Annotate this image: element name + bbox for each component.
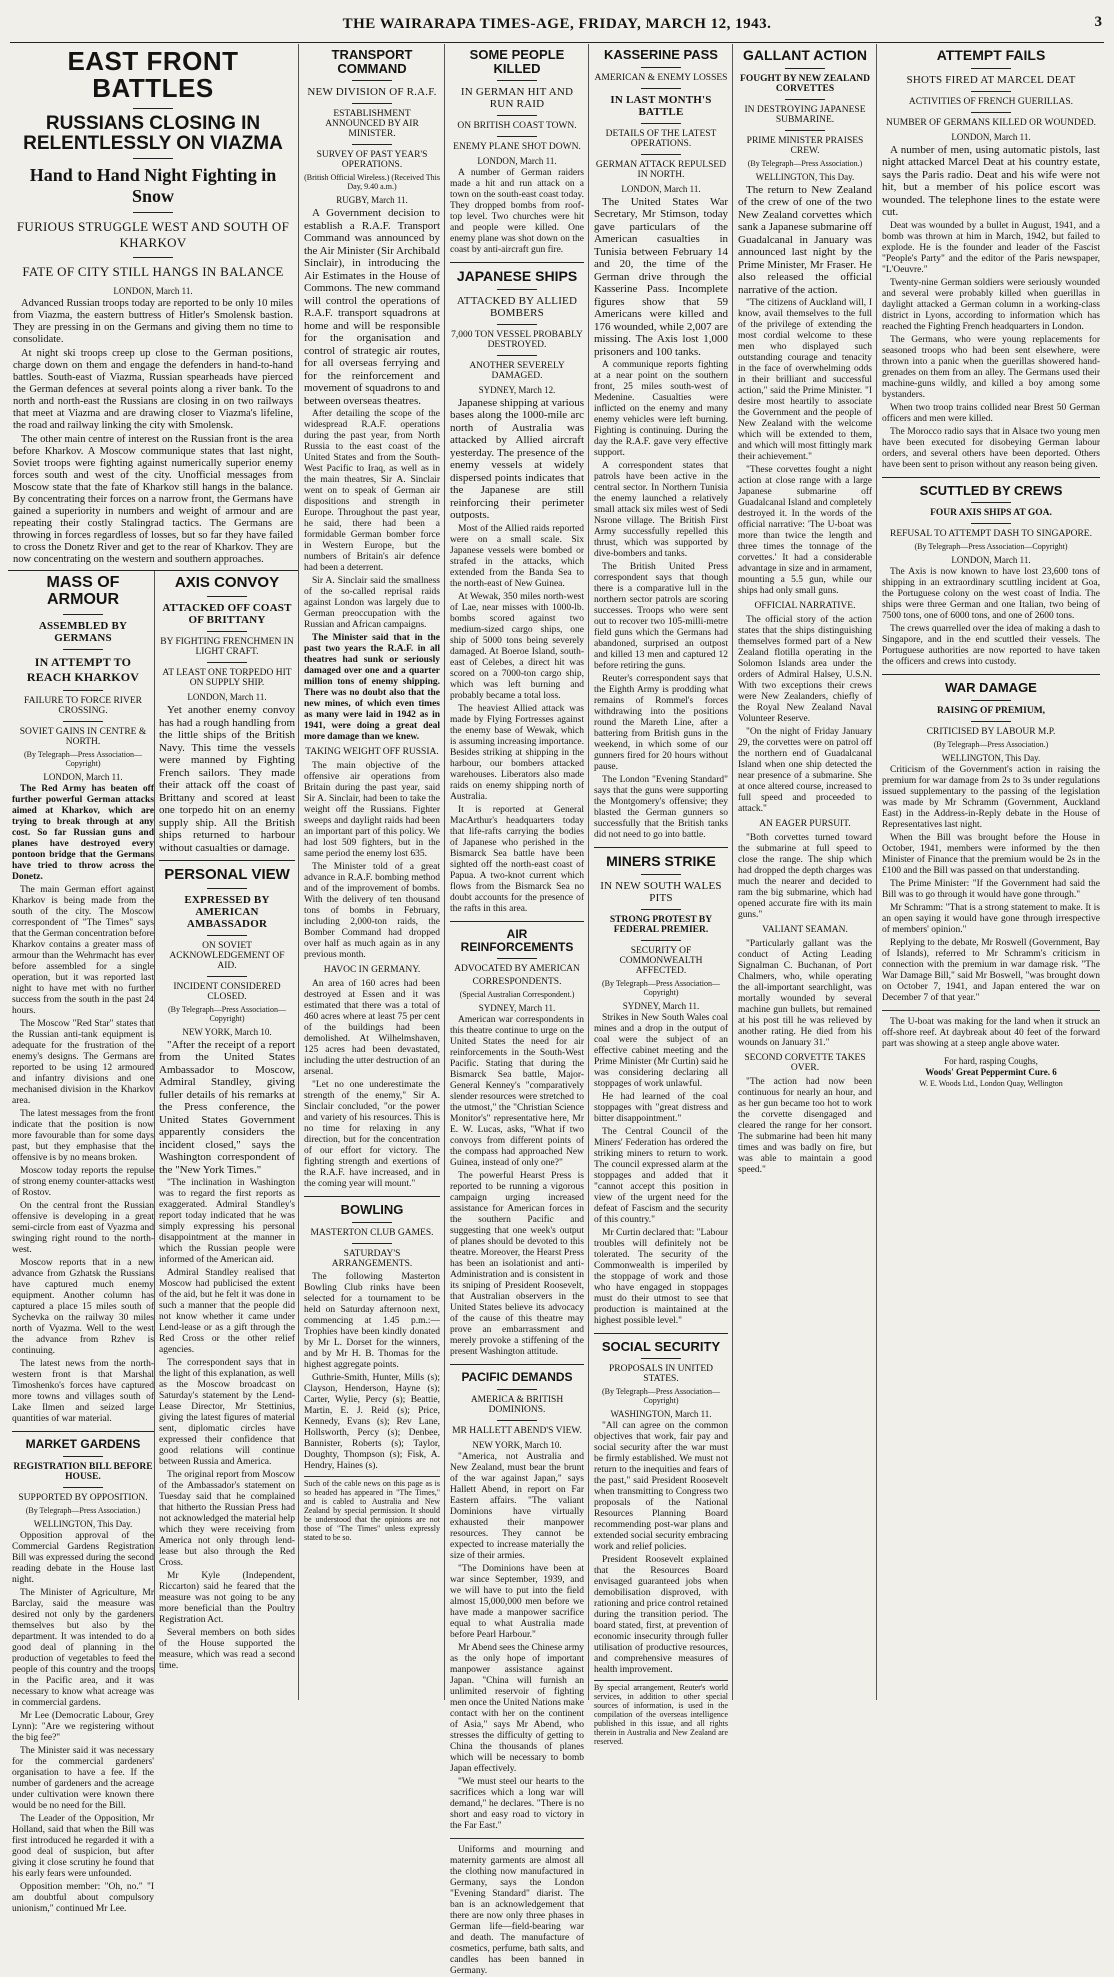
advert-line: W. E. Woods Ltd., London Quay, Wellington: [919, 1078, 1063, 1088]
miners-strike-body: [594, 1013, 728, 1327]
headline-rule: [133, 108, 173, 109]
gallant-action-headline-3: IN DESTROYING JAPANESE SUBMARINE.: [744, 104, 866, 125]
paragraph: "America, not Australia and New Zealand, must bear the brunt of the war against Japan," says Hallett Abend, in report on Far Eastern affairs. "The valiant Dominions have virtually exhausted their manpower resources. They cannot be expected to increase materially the size of their armies.: [450, 1451, 584, 1561]
headline-rule: [497, 80, 537, 81]
paragraph: "The action had now been continuous for nearly an hour, and as her gun became too hot to work the corvette disengaged and cleared the range for her consort. The submarine had been hit many times and was badly on fire, but was able to maintain a good speed.": [738, 1077, 872, 1176]
headline-rule: [641, 909, 681, 910]
headline-rule: [971, 502, 1011, 503]
social-security-headline-2: PROPOSALS IN UNITED STATES.: [609, 1364, 713, 1385]
paragraph: The Germans, who were young replacements for seasoned troops who had been sent elsewhere, were thrown into a panic when the guerillas showered hand-grenades on them from an alley. The Germans used their machine-guns wildly, and killed a boy among some bystanders.: [882, 334, 1100, 400]
subhead: VALIANT SEAMAN.: [762, 925, 848, 936]
kasserine-pass-title: KASSERINE PASS: [604, 47, 718, 62]
axis-convoy-body: [159, 704, 295, 854]
paragraph: An area of 160 acres had been destroyed at Essen and it was estimated that there was a total of 460 acres where at least 75 per cent of the buildings had been demolished. At Wilhelmshaven, 125 acres had been devastated, including the utter destruction of an arsenal.: [304, 979, 440, 1078]
dateline: LONDON, March 11.: [951, 131, 1031, 142]
headline-rule: [63, 1456, 103, 1457]
paragraph: "On the night of Friday January 29, the corvettes were on patrol off the northern end of Guadalcanal Island when one ship detected the near presence of a submarine. She at once altered course, increased to full speed and proceeded to attack.": [738, 727, 872, 815]
air-reinforcements-headline-block: [450, 928, 584, 987]
headline-rule: [497, 115, 537, 116]
headline-rule: [785, 130, 825, 131]
bowling-title: BOWLING: [340, 1202, 404, 1218]
paragraph: A Government decision to establish a R.A.F. Transport Command was announced by the Air Minister (Sir Archibald Sinclair), in introducing the Air Estimates in the House of Commons. The new command will control the operations of R.A.F. transport squadrons at home and will be responsible for the organisation and control of strategic air routes, for all overseas ferrying and for the reinforcement and movement of squadrons to and between overseas theatres.: [304, 207, 440, 407]
transport-command-headline-4: SURVEY OF PAST YEAR'S OPERATIONS.: [316, 150, 428, 171]
pacific-demands-body: [450, 1452, 584, 1977]
dateline: LONDON, March 11.: [187, 692, 267, 703]
dateline: LONDON, March 11.: [113, 286, 193, 297]
paragraph: "The Dominions have been at war since September, 1939, and we will have to put into the field almost 15,000,000 men before we have made a manpower sacrifice equal to what Australia made before Pearl Harbour.": [450, 1563, 584, 1640]
headline-rule: [497, 136, 537, 137]
kasserine-pass-body: [594, 196, 728, 842]
headline-rule: [785, 68, 825, 69]
paragraph: "Particularly gallant was the conduct of Acting Leading Signalman C. Buchanan, of Port Chalmers, who, while operating the all-important searchlight, was mortally wounded by several machine gun bullets, but remained at his post till he was relieved by another rating. He died from his wounds on January 31.": [738, 939, 872, 1049]
paragraph: A number of men, using automatic pistols, last night attacked Marcel Deat at his country estate, says the Paris radio. Deat and his wife were not hit, but a member of his police escort was wounded. The telephone lines to the estate were cut.: [882, 143, 1100, 219]
personal-view-headline-2: EXPRESSED BY AMERICAN AMBASSADOR: [184, 893, 270, 930]
paragraph: The other main centre of interest on the Russian front is the area before Kharkov. A Moscow communique states that last night, Soviet troops were fighting against numerically superior enemy forces south and west of the city. Unofficial messages from Moscow state that the fate of Kharkov still hangs in the balance. By concentrating their forces on a narrow front, the Germans have gained a superiority in numbers and weight of armour and are repeating their costly Stalingrad tactics. The Germans are throwing in forces regardless of losses, but so far they have failed to cross the Donetz River and get to the rear of Kharkov. They are now concentrating on the western and southern approaches.: [13, 434, 293, 566]
dateline: LONDON, March 11.: [477, 156, 557, 167]
headline-rule: [352, 1222, 392, 1223]
headline-rule: [971, 523, 1011, 524]
paragraph: The official story of the action states that the ships distinguishing themselves formed part of a New Zealand flotilla operating in the Solomon Islands area under the orders of Admiral Halsey, U.S.N. With two exceptions their crews were New Zealanders, chiefly of the Royal New Zealand Naval Volunteer Reserve.: [738, 615, 872, 725]
headline-rule: [971, 68, 1011, 69]
headline-rule: [352, 103, 392, 104]
air-reinforcements-story: [450, 921, 584, 1358]
headline-rule: [497, 324, 537, 325]
japanese-ships-title: JAPANESE SHIPS: [456, 268, 578, 285]
japanese-ships-headline-block: [450, 269, 584, 381]
advert-line: For hard, rasping Coughs,: [944, 1055, 1038, 1066]
reuter-rights-note: By special arrangement, Reuter's world services, in addition to other special sources of information, is used in the compilation of the overseas intelligence published in this issue, and all rights therein in Australia and New Zealand are reserved.: [594, 1680, 728, 1746]
paragraph: Yet another enemy convoy has had a rough handling from the little ships of the British Navy. This time the vessels were manned by Fighting French sailors. They made their attack off the coast of Brittany and scored at least one torpedo hit on an enemy supply ship. All the British ships returned to harbour without casualties or damage.: [159, 704, 295, 854]
paragraph: "The citizens of Auckland will, I know, avail themselves to the full of the privilege of extending the most cordial welcome to these men who displayed such outstanding courage and tenacity in the face of overwhelming odds in their brilliant and successful action," said the Prime Minister. "I desire most heartily to associate the Government and the people of New Zealand with the welcome which will be extended to them, and which will most fittingly mark their achievement.": [738, 298, 872, 463]
some-people-killed-headline-block: [450, 48, 584, 152]
paragraph: When the Bill was brought before the House in October, 1941, members were informed by the then Minister of Finance that the premium would be 2s in the £100 and the Bill was passed on that understanding.: [882, 832, 1100, 876]
pacific-demands-headline-block: [450, 1371, 584, 1436]
scuttled-title: SCUTTLED BY CREWS: [919, 482, 1063, 498]
dateline: LONDON, March 11.: [621, 183, 701, 194]
japanese-ships-story: [450, 262, 584, 915]
kasserine-pass-headline-4: DETAILS OF THE LATEST OPERATIONS.: [605, 128, 717, 149]
headline-rule: [207, 976, 247, 977]
mass-of-armour-headline-block: [12, 575, 154, 747]
personal-view-story: [159, 860, 295, 1672]
page-number: 3: [1094, 14, 1102, 30]
miners-strike-headline-block: [594, 854, 728, 976]
masthead-title: THE WAIRARAPA TIMES-AGE, FRIDAY, MARCH 12, 1943.: [342, 16, 772, 32]
some-people-killed-body: [450, 168, 584, 256]
times-copyright-note: Such of the cable news on this page as is so headed has appeared in "The Times," and is cabled to Australia and New Zealand by special permission. It should be understood that the opinions are not those of "The Times" unless expressly stated to be so.: [304, 1476, 440, 1542]
dateline: WELLINGTON, This Day.: [33, 1518, 133, 1529]
paragraph: The Minister said it was necessary for the commercial gardeners' organisation to have a fee. If the number of gardeners and the acreage under cultivation were known there would be no need for the Bill.: [12, 1745, 154, 1811]
paragraph: The powerful Hearst Press is reported to be running a vigorous campaign urging increased assistance for American forces in the southern Pacific and suggesting that one week's output of planes should be devoted to this theatre. Moreover, the Hearst Press has been an isolationist and anti-Administration and is consistent in its sniping of President Roosevelt, that Australian observers in the United States believe its advocacy of the cause of this theatre may prove an embarrassment and merely provoke a stiffening of the present Washington attitude.: [450, 1171, 584, 1358]
subhead: SECOND CORVETTE TAKES OVER.: [744, 1053, 866, 1074]
east-front-title: EAST FRONT BATTLES: [67, 46, 239, 104]
paragraph: Deat was wounded by a bullet in August, 1941, and a bomb was thrown at him in March, 1942, but failed to explode. He is the founder and leader of the Fascist "People's Party" and the editor of the Paris newspaper, "L'Oeuvre.": [882, 220, 1100, 275]
attempt-fails-body: [882, 144, 1100, 471]
credit-line: (By Telegraph—Press Association.): [25, 1505, 141, 1515]
scuttled-headline-block: [882, 484, 1100, 540]
headline-rule: [641, 874, 681, 875]
bowling-body: [304, 1272, 440, 1472]
headline-rule: [207, 662, 247, 663]
market-gardens-body: [12, 1531, 154, 1915]
paragraph: At night ski troops creep up close to the German positions, charge down on them and engage the defenders in hand-to-hand battles. South-east of Viazma, Russian spearheads have pierced the German defences at several points along a river bank. To the north and north-east the Russians are closing in on two railways that meet at Viazma and are drawing closer to Viazma's lifeline, the road and railway linking the city with Smolensk.: [13, 348, 293, 432]
east-front-headline-2: RUSSIANS CLOSING IN RELENTLESSLY ON VIAZMA: [23, 112, 283, 154]
bowling-story: [304, 1196, 440, 1542]
miners-strike-title: MINERS STRIKE: [606, 853, 716, 870]
paragraph: The Minister of Agriculture, Mr Barclay, said the measure was desired not only by the gardeners themselves but also by the department. It was intended to do a good deal of planning in the production of vegetables to feed the people of this country and the troops in the Pacific area, and it was necessary to know what acreage was in commercial gardens.: [12, 1587, 154, 1708]
social-security-title: SOCIAL SECURITY: [601, 1338, 721, 1354]
paragraph: Japanese shipping at various bases along the 1000-mile arc north of Australia was attacked by Allied aircraft yesterday. The presence of the enemy vessels at widely dispersed points indicates that the Japanese are still reinforcing their perimeter outposts.: [450, 396, 584, 522]
east-front-headline-4: FURIOUS STRUGGLE WEST AND SOUTH OF KHARKOV: [16, 219, 290, 251]
gallant-action-headline-4: PRIME MINISTER PRAISES CREW.: [746, 135, 864, 156]
dateline: WELLINGTON, This Day.: [941, 752, 1041, 763]
credit-line: (By Telegraph—Press Association.): [747, 158, 863, 168]
headline-rule: [497, 1420, 537, 1421]
paragraph: "Let no one underestimate the strength of the enemy," Sir A. Sinclair concluded, "or the power and variety of his resources. This is no time for relaxing in any direction, but for the concentration of our effort for victory. The fighting strength and exertions of the R.A.F. have increased, and in the coming year will mount.": [304, 1080, 440, 1190]
some-people-killed-headline-3: ON BRITISH COAST TOWN.: [457, 121, 577, 132]
paragraph: Mr Schramm: "That is a strong statement to make. It is an open saying it would have gone through irrespective of members' opinion.": [882, 902, 1100, 935]
market-gardens-title: MARKET GARDENS: [25, 1437, 141, 1452]
paragraph: Moscow reports that in a new advance from Gzhatsk the Russians have captured much enemy equipment. Another column has captured a place 15 miles south of Sychevka on the railway 30 miles north of Vyazma. Well to the west the advance from Rzhev is continuing.: [12, 1258, 154, 1357]
headline-rule: [971, 721, 1011, 722]
headline-rule: [133, 212, 173, 213]
personal-view-body: [159, 1039, 295, 1673]
miners-strike-headline-4: SECURITY OF COMMONWEALTH AFFECTED.: [619, 945, 703, 976]
transport-command-headline-2: NEW DIVISION OF R.A.F.: [307, 86, 437, 99]
pacific-demands-story: [450, 1364, 584, 1977]
column-1a: [8, 571, 158, 1916]
social-security-story: [594, 1333, 728, 1747]
column-5: [732, 44, 877, 1700]
paragraph: The Red Army has beaten off further powerful German attacks aimed at Kharkov, which are trying to break through at any cost. So far Russian guns and planes have destroyed every pontoon bridge that the Germans have tried to throw across the Donetz.: [12, 784, 154, 883]
headline-rule: [971, 700, 1011, 701]
headline-rule: [63, 649, 103, 650]
personal-view-headline-3: ON SOVIET ACKNOWLEDGEMENT OF AID.: [169, 940, 285, 971]
paragraph: "These corvettes fought a night action at close range with a large Japanese submarine off Guadalcanal Island and completely destroyed it. In the words of the official narrative: 'The U-boat was more than twice the length and three times the tonnage of the corvettes.' It had a considerable advantage in size and in armament, mounting a 5.5 gun, while our ships had only small guns.: [738, 465, 873, 597]
paragraph: "We must steel our hearts to the sacrifices which a long war will demand," he declares. "There is no short and easy road to victory in the Far East.": [450, 1776, 584, 1831]
dateline: LONDON, March 11.: [951, 555, 1031, 566]
miners-strike-headline-3: STRONG PROTEST BY FEDERAL PREMIER.: [609, 914, 713, 935]
paragraph: Opposition approval of the Commercial Gardens Registration Bill was expressed during the second reading debate in the House last night.: [12, 1530, 154, 1585]
scuttled-headline-2: FOUR AXIS SHIPS AT GOA.: [930, 508, 1052, 519]
paragraph: A number of German raiders made a hit and run attack on a town on the south-east coast today. They dropped bombs from roof-top level. Two churches were hit and people were killed. One enemy plane was shot down on the coast by anti-aircraft gun fire.: [450, 168, 584, 256]
paragraph: Mr Kyle (Independent, Riccarton) said he feared that the measure was not going to be any more beneficial than the Poultry Registration Act.: [159, 1571, 295, 1626]
paragraph: The original report from Moscow of the Ambassador's statement on Tuesday said that he complained that hitherto the Russian Press had not acknowledged the material help which they were receiving from America not only through lend-lease but also through the Red Cross.: [159, 1470, 295, 1569]
japanese-ships-body: [450, 397, 584, 915]
attempt-fails-headline-3: ACTIVITIES OF FRENCH GUERILLAS.: [908, 96, 1074, 107]
east-front-headline-5: FATE OF CITY STILL HANGS IN BALANCE: [22, 264, 284, 280]
dateline: SYDNEY, March 11.: [478, 1003, 556, 1014]
headline-rule: [641, 154, 681, 155]
japanese-ships-headline-4: ANOTHER SEVERELY DAMAGED.: [469, 360, 565, 381]
gallant-action-title: GALLANT ACTION: [743, 47, 867, 63]
war-damage-story: [882, 674, 1100, 1050]
headline-rule: [497, 289, 537, 290]
peppermint-cure-advertisement: [882, 1056, 1100, 1089]
paragraph: The U-boat was making for the land when it struck an off-shore reef. At daybreak about 40 feet of the forward part was showing at a steep angle above water.: [882, 1016, 1100, 1049]
paragraph: When two troop trains collided near Brest 50 German officers and men were killed.: [882, 402, 1100, 424]
paragraph: The heaviest Allied attack was made by Flying Fortresses against the enemy base of Wewak, which is assuming increasing importance. Besides striking at shipping in the harbour, our bombers attacked warehouses. Liberators also made raids on enemy shipping north of Australia.: [450, 703, 584, 802]
paragraph: The London "Evening Standard" says that the guns were supporting the Montgomery's offensive; they blasted the German gunners so successfully that the British tanks did not need to go into battle.: [594, 775, 728, 841]
dateline: NEW YORK, March 10.: [472, 1439, 562, 1450]
paragraph: "All can agree on the common objectives that work, fair pay and social security after the war must be firmly established. We must not return to the inequities and fears of the past," said President Roosevelt when transmitting to Congress two proposals of the National Resources Planning Board recommending post-war plans and extended social security embracing work and relief policies.: [594, 1421, 728, 1553]
paragraph: Uniforms and mourning and maternity garments are almost all the clothing now manufactured in Germany, says the London "Evening Standard" diarist. The ban is an acknowledgement that there are now only three phases in German life—field-bearing war and death. The manufacture of cosmetics, perfume, bath salts, and candles has been banned in Germany.: [450, 1844, 584, 1976]
mass-of-armour-headline-4: FAILURE TO FORCE RIVER CROSSING.: [24, 696, 142, 717]
air-reinforcements-body: [450, 1015, 584, 1358]
dateline: RUGBY, March 11.: [336, 195, 408, 206]
headline-rule: [785, 99, 825, 100]
gallant-action-headline-2: FOUGHT BY NEW ZEALAND CORVETTES: [740, 73, 870, 94]
credit-line: (By Telegraph—Press Association.): [933, 739, 1049, 749]
paragraph: The Moscow "Red Star" states that the Russian anti-tank equipment is adequate for the frustration of the enemy's designs. The Germans are reported to be using 12 armoured and infantry divisions and one mechanised division in the Kharkov area.: [12, 1019, 154, 1107]
paragraph: President Roosevelt explained that the Resources Board envisaged guaranteed jobs when demobilisation disproved, with rationing and price control retained during the transition period. The board stated, first, at prevention of economic insecurity through fuller utilisation of productive resources, and comprehensive measures of health improvement.: [594, 1555, 729, 1676]
dateline: SYDNEY, March 11.: [622, 1000, 700, 1011]
some-people-killed-title: SOME PEOPLE KILLED: [469, 47, 565, 76]
headline-rule: [207, 631, 247, 632]
paragraph: After detailing the scope of the widespread R.A.F. operations during the past year, from North Russia to the east coast of the United States and from the South-West Pacific to Iraq, as well as in the main theatres, Sir A. Sinclair went on to speak of German air dispositions and strength in Europe. Throughout the past year, he said, there had been a formidable German bomber force in Western Europe, but the numbers of Britain's air defence had been a deterrent.: [304, 409, 440, 574]
market-gardens-headline-block: [12, 1438, 154, 1503]
war-damage-title: WAR DAMAGE: [945, 680, 1037, 696]
paragraph: The crews quarrelled over the idea of making a dash to Singapore, and in the end scuttled their vessels. The Portuguese authorities are now reported to have taken the officers and crews into custody.: [882, 624, 1100, 668]
paragraph: The latest messages from the front indicate that the position is now more favourable than for some days past, but they emphasise that the offensive is by no means broken.: [12, 1109, 154, 1164]
market-gardens-story: [12, 1431, 154, 1915]
paragraph: It is reported at General MacArthur's headquarters today that life-rafts carrying the bodies of Japanese who perished in the Bismarck Sea battle have been sighted off the north-east coast of Papua. A two-knot current which flows from the Bismarck Sea no doubt accounts for the presence of the rafts in this area.: [450, 804, 584, 914]
credit-line: (By Telegraph—Press Association—Copyright): [602, 978, 720, 997]
headline-rule: [641, 123, 681, 124]
war-damage-headline-3: CRITICISED BY LABOUR M.P.: [926, 726, 1056, 737]
dateline: WELLINGTON, This Day.: [755, 171, 855, 182]
paragraph: Sir A. Sinclair said the smallness of the so-called reprisal raids against London was largely due to German preoccupation with the Russian and African campaigns.: [304, 576, 440, 631]
story-divider: [882, 1010, 1100, 1011]
credit-line: (By Telegraph—Press Association—Copyright): [168, 1004, 286, 1023]
headline-rule: [352, 80, 392, 81]
east-front-body: [13, 298, 293, 566]
headline-rule: [497, 1389, 537, 1390]
personal-view-title: PERSONAL VIEW: [164, 866, 290, 884]
transport-command-headline-3: ESTABLISHMENT ANNOUNCED BY AIR MINISTER.: [325, 109, 419, 140]
subhead: TAKING WEIGHT OFF RUSSIA.: [305, 747, 439, 758]
paragraph: "The inclination in Washington was to regard the first reports as exaggerated. Admiral Standley's report today indicated that he was simply expressing his personal disappointment at the manner in which the Russian people were informed of the American aid.: [159, 1178, 295, 1266]
axis-convoy-headline-2: ATTACKED OFF COAST OF BRITTANY: [162, 602, 292, 627]
scuttled-headline-3: REFUSAL TO ATTEMPT DASH TO SINGAPORE.: [889, 529, 1092, 540]
paragraph: Several members on both sides of the House supported the measure, which was read a second time.: [159, 1628, 295, 1672]
column-6: [876, 44, 1105, 1700]
paragraph: Twenty-nine German soldiers were seriously wounded and several were probably killed when guerillas in daylight attacked a German column in a working-class district in Lyons, according to information which has reached the Fighting French headquarters in London.: [882, 277, 1100, 332]
axis-convoy-headline-4: AT LEAST ONE TORPEDO HIT ON SUPPLY SHIP.: [162, 668, 292, 689]
kasserine-pass-headline-2: AMERICAN & ENEMY LOSSES: [594, 72, 728, 83]
east-front-headline-block: [13, 48, 293, 280]
mass-of-armour-headline-5: SOVIET GAINS IN CENTRE & NORTH.: [19, 727, 147, 748]
market-gardens-headline-3: SUPPORTED BY OPPOSITION.: [18, 1492, 148, 1503]
paragraph: "After the receipt of a report from the United States Ambassador to Moscow, Admiral Standley, giving fuller details of his remarks at the Press conference, the United States Government apparently considers the incident closed," says the Washington correspondent of the "New York Times.": [159, 1038, 295, 1176]
social-security-headline-block: [594, 1340, 728, 1385]
war-damage-body: [882, 765, 1100, 1050]
pacific-demands-headline-3: MR HALLETT ABEND'S VIEW.: [452, 1425, 582, 1436]
paragraph: Opposition member: "Oh, no." "I am doubtful about compulsory unionism," continued Mr Lee.: [12, 1881, 154, 1914]
headline-rule: [497, 355, 537, 356]
paragraph: The Minister told of a great advance in R.A.F. bombing method and of the improvement of bombs. With the delivery of ten thousand tons of bombs in February, including 2,000-ton raids, the Bomber Command had dropped over half as much again as in any previous month.: [304, 862, 440, 961]
column-1: [8, 44, 298, 1914]
paragraph: The correspondent says that in the light of this explanation, as well as the Moscow broadcast on Saturday's statement by the Lend-Lease Director, Mr Stettinius, giving the latest figures of material sent, diplomatic circles have expressed their confidence that good relations will continue between Russia and America.: [159, 1358, 295, 1468]
headline-rule: [63, 690, 103, 691]
kasserine-pass-headline-block: [594, 48, 728, 180]
attempt-fails-headline-2: SHOTS FIRED AT MARCEL DEAT: [906, 73, 1076, 86]
paragraph: The Morocco radio says that in Alsace two young men have been executed for disobeying German labour orders, and several others have been deported. Others have been sent to prison without any reason being given.: [882, 426, 1100, 470]
headline-rule: [63, 614, 103, 615]
social-security-body: [594, 1421, 728, 1676]
axis-convoy-title: AXIS CONVOY: [174, 574, 280, 592]
paragraph: A communique reports fighting at a near point on the southern front, 25 miles south-west of Medenine. Casualties were inflicted on the enemy and many enemy vehicles were left burning. Fighting is continuing. During the day the R.A.F. gave very effective support.: [594, 360, 728, 459]
kasserine-pass-headline-5: GERMAN ATTACK REPULSED IN NORTH.: [595, 159, 727, 180]
paragraph: American war correspondents in this theatre continue to urge on the United States the need for air reinforcements in the South-West Pacific. Stating that during the Bismarck Sea battle, Major-General Kenney's "comparatively slender resources were stretched to the utmost," the "Christian Science Monitor's" representative here, Mr E. W. Lucas, asks, "What if two convoys from different points of the compass had approached New Guinea, instead of only one?": [450, 1015, 584, 1169]
transport-command-title: TRANSPORT COMMAND: [331, 47, 413, 76]
credit-line: (By Telegraph—Press Association—Copyright): [24, 750, 142, 769]
paragraph: The British United Press correspondent says that though there is a comparative lull in the northern sector patrols are scoring successes. Troops who were sent out to recover two 105-milli-metre field guns which the Germans had abandoned, surprised an outpost and killed 13 men and captured 12 before retiring the guns.: [594, 562, 728, 672]
personal-view-headline-block: [159, 867, 295, 1002]
bowling-headline-3: SATURDAY'S ARRANGEMENTS.: [331, 1248, 413, 1269]
column-2: [298, 44, 445, 1700]
paragraph: Strikes in New South Wales coal mines and a drop in the output of coal were the subject of an effective cabinet meeting and the Prime Minister (Mr Curtin) said he was considering declaring all stoppages of work unlawful.: [594, 1012, 728, 1089]
credit-line: (By Telegraph—Press Association—Copyright): [914, 542, 1068, 552]
mass-of-armour-headline-2: ASSEMBLED BY GERMANS: [38, 620, 128, 645]
attempt-fails-title: ATTEMPT FAILS: [936, 47, 1046, 63]
subhead: OFFICIAL NARRATIVE.: [754, 601, 856, 612]
column-1b: [154, 571, 299, 1674]
credit-line: (Special Australian Correspondent.): [459, 990, 575, 1000]
transport-command-body: [304, 207, 440, 1190]
air-reinforcements-title: AIR REINFORCEMENTS: [460, 926, 574, 954]
miners-strike-story: [594, 847, 728, 1327]
some-people-killed-headline-4: ENEMY PLANE SHOT DOWN.: [453, 142, 581, 153]
miners-strike-headline-2: IN NEW SOUTH WALES PITS: [600, 879, 722, 904]
credit-line: (British Official Wireless.) (Received This Day, 9.40 a.m.): [304, 173, 440, 192]
headline-rule: [971, 112, 1011, 113]
paragraph: The Central Council of the Miners' Federation has ordered the striking miners to return to work. The council expressed alarm at the stoppages and added that it "cannot accept this position in view of the urgent need for the defeat of Fascism and the security of this country.": [594, 1126, 728, 1225]
war-damage-headline-block: [882, 681, 1100, 737]
axis-convoy-headline-3: BY FIGHTING FRENCHMEN IN LIGHT CRAFT.: [160, 637, 294, 658]
paragraph: Admiral Standley realised that Moscow had publicised the extent of the aid, but he felt it was done in such a manner that the people did not know whether it came under Lend-lease or as a gift through the Red Cross or the other relief agencies.: [159, 1268, 295, 1356]
paragraph: The latest news from the north-western front is that Marshal Timoshenko's forces have captured more towns and villages south of Lake Ilmen and seized large quantities of war material.: [12, 1359, 154, 1425]
advert-line: Woods' Great Peppermint Cure. 6: [925, 1066, 1057, 1077]
japanese-ships-headline-3: 7,000 TON VESSEL PROBABLY DESTROYED.: [451, 329, 583, 350]
paragraph: The Axis is now known to have lost 23,600 tons of shipping in an extraordinary scuttling incident at Goa, the Portuguese colony on the west coast of India. The ships were three German and one Italian, two being of 7500 tons, one of 6000 tons, and one of 2600 tons.: [882, 567, 1100, 622]
paragraph: Mr Curtin declared that: "Labour troubles will definitely not be tolerated. The security of the Commonwealth is imperiled by the stoppage of work and those who have engaged in stoppages must do their utmost to see that production is maintained at the highest possible level.": [594, 1227, 728, 1326]
headline-rule: [641, 1358, 681, 1359]
headline-rule: [133, 257, 173, 258]
war-damage-headline-2: RAISING OF PREMIUM,: [936, 705, 1046, 716]
paragraph: On the central front the Russian offensive is developing in a great semi-circle from east of Vyazma and swinging right round to the north-west.: [12, 1201, 154, 1256]
paragraph: A correspondent states that patrols have been active in the central sector. In Northern Tunisia the enemy launched a relatively small attack six miles west of Sedi Nsrone village. The British First Army successfully repelled this thrust, which was supported by dive-bombers and tanks.: [594, 461, 728, 560]
pacific-demands-headline-2: AMERICA & BRITISH DOMINIONS.: [470, 1394, 564, 1415]
paragraph: Criticism of the Government's action in raising the premium for war damage from 2s to 3s under regulations issued supplementary to the passing of the legislation was made by Mr Schramm (Government, Auckland East) in the Address-in-Reply debate in the House of Representatives last night.: [882, 764, 1100, 830]
column-1-split: [8, 570, 298, 1914]
headline-rule: [971, 91, 1011, 92]
headline-rule: [63, 1487, 103, 1488]
paragraph: The following Masterton Bowling Club rinks have been selected for a tournament to be held on Saturday afternoon next, commencing at 1.45 p.m.:—Trophies have been kindly donated by Mr L. Dorset for the winners, and by Mr H. B. Thomas for the highest aggregate points.: [304, 1271, 440, 1370]
mass-of-armour-title: MASS OF ARMOUR: [46, 574, 120, 609]
personal-view-headline-4: INCIDENT CONSIDERED CLOSED.: [173, 981, 281, 1002]
headline-rule: [207, 888, 247, 889]
subhead: HAVOC IN GERMANY.: [323, 965, 421, 976]
paragraph: Moscow today reports the repulse of strong enemy counter-attacks west of Rostov.: [12, 1166, 154, 1199]
headline-rule: [641, 940, 681, 941]
paragraph: The Leader of the Opposition, Mr Holland, said that when the Bill was first introduced he regarded it with a good deal of suspicion, but after giving it close scrutiny he found that his early fears were unfounded.: [12, 1813, 154, 1879]
headline-rule: [641, 67, 681, 68]
japanese-ships-headline-2: ATTACKED BY ALLIED BOMBERS: [456, 294, 578, 319]
masthead: [10, 12, 1104, 43]
dateline: WASHINGTON, March 11.: [610, 1409, 712, 1420]
headline-rule: [352, 1243, 392, 1244]
air-reinforcements-headline-3: CORRESPONDENTS.: [472, 977, 562, 988]
scuttled-by-crews-story: [882, 477, 1100, 669]
gallant-action-headline-block: [738, 48, 872, 156]
headline-rule: [207, 596, 247, 597]
paragraph: Mr Abend sees the Chinese army as the only hope of important manpower assistance against Japan. "China will furnish an unlimited reservoir of fighting men once the United Nations make contact with her on the continent of Asia," says Mr Abend, who stresses the difficulty of getting to China the thousands of planes which will be necessary to bomb Japan effectively.: [450, 1642, 584, 1774]
east-front-headline-3: Hand to Hand Night Fighting in Snow: [29, 165, 277, 207]
credit-line: (By Telegraph—Press Association—Copyright): [602, 1387, 720, 1406]
headline-rule: [207, 935, 247, 936]
paragraph: The Minister said that in the past two years the R.A.F. in all theatres had sunk or seriously damaged over one and a quarter million tons of enemy shipping. There was no doubt also that the new mines, of which even times as many were laid in 1942 as in 1941, were doing a great deal more damage than we knew.: [304, 633, 440, 743]
column-4: [588, 44, 733, 1747]
paragraph: "Both corvettes turned toward the submarine at full speed to close the range. The ship which had dropped the depth charges was much the nearer and decided to ram the big submarine, which had opened accurate fire with its main guns.": [738, 833, 872, 921]
axis-convoy-headline-block: [159, 575, 295, 688]
transport-command-headline-block: [304, 48, 440, 170]
headline-rule: [133, 158, 173, 159]
dateline: SYDNEY, March 12.: [478, 384, 556, 395]
paragraph: Advanced Russian troops today are reported to be only 10 miles from Viazma, the eastern buttress of Hitler's Smolensk bastion. They are pressing in on the Germans and giving them no time to consolidate.: [13, 298, 293, 346]
market-gardens-headline-2: REGISTRATION BILL BEFORE HOUSE.: [13, 1461, 153, 1482]
paragraph: At Wewak, 350 miles north-west of Lae, near misses with 1000-lb. bombs scored against two medium-sized cargo ships, one ship of 5000 tons being severely damaged. At Boeroe Island, south-east of Celebes, a direct hit was scored on a 7000-ton cargo ship, which was left burning and probably became a total loss.: [450, 591, 584, 701]
column-3: [444, 44, 589, 1976]
paragraph: Reuter's correspondent says that the Eighth Army is prodding what remains of Rommel's forces withdrawing into the positions round the Mareth Line, after a battering from British guns in the weekend, in which some of our gunners fired for 20 hours without pause.: [594, 674, 728, 773]
mass-of-armour-headline-3: IN ATTEMPT TO REACH KHARKOV: [26, 655, 140, 685]
bowling-headline-block: [304, 1203, 440, 1269]
mass-of-armour-body: [12, 784, 154, 1425]
headline-rule: [497, 958, 537, 959]
pacific-demands-title: PACIFIC DEMANDS: [461, 1370, 573, 1385]
scuttled-body: [882, 567, 1100, 668]
dateline: NEW YORK, March 10.: [182, 1026, 272, 1037]
story-divider: [450, 1838, 584, 1839]
bowling-headline-2: MASTERTON CLUB GAMES.: [310, 1227, 434, 1238]
paragraph: The United States War Secretary, Mr Stimson, today gave particulars of the American casualties in Tunisia between February 14 and 20, the time of the German drive through the Kasserine Pass. Incomplete figures show that 59 Americans were killed and 176 wounded, while 2,007 are missing. The Axis lost 1,000 prisoners and 100 tanks.: [594, 195, 728, 358]
attempt-fails-headline-block: [882, 48, 1100, 128]
air-reinforcements-headline-2: ADVOCATED BY AMERICAN: [454, 964, 580, 975]
paragraph: He had learned of the coal stoppages with "great distress and bitter disappointment.": [594, 1091, 728, 1124]
some-people-killed-headline-2: IN GERMAN HIT AND RUN RAID: [460, 86, 574, 111]
headline-rule: [641, 88, 681, 89]
headline-rule: [63, 721, 103, 722]
subhead: AN EAGER PURSUIT.: [759, 819, 851, 830]
paragraph: The Prime Minister: "If the Government had said the Bill was to go through it would have gone through.": [882, 878, 1100, 900]
paragraph: Mr Lee (Democratic Labour, Grey Lynn): "Are we registering without the big fee?": [12, 1710, 154, 1743]
paragraph: Most of the Allied raids reported were on a small scale. Six Japanese vessels were bombed or strafed in the attacks, which extended from the Banda Sea to the north-east of New Guinea.: [450, 523, 584, 589]
paragraph: The return to New Zealand of the crew of one of the two New Zealand corvettes which sank a Japanese submarine off Guadalcanal in January was announced last night by the Prime Minister, Mr Fraser. He also released the official narrative of the action.: [738, 183, 872, 296]
kasserine-pass-headline-3: IN LAST MONTH'S BATTLE: [610, 93, 712, 118]
gallant-action-body: [738, 184, 872, 1177]
attempt-fails-headline-4: NUMBER OF GERMANS KILLED OR WOUNDED.: [886, 117, 1096, 128]
paragraph: Guthrie-Smith, Hunter, Mills (s); Clayson, Henderson, Hayne (s); Carter, Wylie, Percy (s); Beattie, Martin, E. J. Reid (s); Price, Kennedy, Evans (s); Rev Lane, Hollsworth, Percy (s); Denbee, Bannister, Roberts (s); Taylor, Doughty, Thompson (s); Fisk, A. Hendry, Haines (s).: [304, 1372, 440, 1471]
headline-rule: [352, 144, 392, 145]
dateline: LONDON, March 11.: [43, 772, 123, 783]
paragraph: The main objective of the offensive air operations from Britain during the past year, said Sir A. Sinclair, had been to take the weight off the Russians. Fighter sweeps and daylight raids had been an important part of this policy. We had lost 509 fighters, but in the same period the enemy lost 635.: [304, 761, 440, 860]
paragraph: Replying to the debate, Mr Roswell (Government, Bay of Islands), referred to Mr Schramm's criticism in connection with the premium in war damage risk. "The War Damage Bill," said Mr Boswell, "was brought down on October 7, 1941, and Japan entered the war on December 7 of that year.": [882, 937, 1100, 1003]
paragraph: The main German effort against Kharkov is being made from the south of the city. The Moscow correspondent of "The Times" says that the German concentration before Kharkov contains a greater mass of armour than the Wehrmacht has ever before assembled for a single operation, but it was reported last night to have met with no further success from the south in the past 24 hours.: [12, 885, 154, 1017]
